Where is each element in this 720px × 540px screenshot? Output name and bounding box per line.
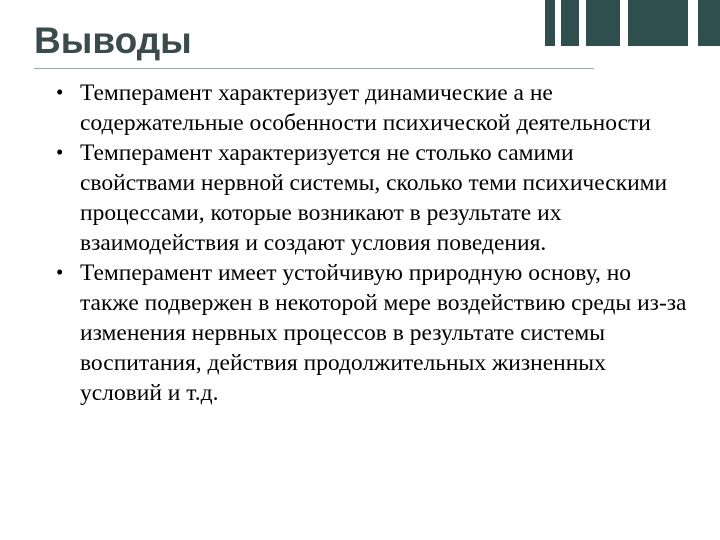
banner-stripe xyxy=(586,0,620,46)
banner-stripe xyxy=(688,0,698,46)
list-item: • Темперамент имеет устойчивую природную основу, но также подвержен в некоторой мере воздействию среды из-за изменения нервных процессов в результате системы воспитания, действия продолжительных жизненных условий и т.д. xyxy=(42,258,688,408)
list-item: • Темперамент характеризует динамические а не содержательные особенности психической деятельности xyxy=(42,78,688,138)
banner-stripe xyxy=(561,0,579,46)
title-divider xyxy=(34,68,594,69)
banner-stripe xyxy=(698,0,720,46)
banner-stripe xyxy=(545,0,555,46)
slide-body xyxy=(42,78,688,408)
bullet-list xyxy=(42,78,688,408)
page-title: Выводы xyxy=(34,20,192,61)
banner-stripe xyxy=(579,0,586,46)
banner-stripe xyxy=(628,0,688,46)
banner-stripe xyxy=(620,0,628,46)
decorative-banner xyxy=(420,0,720,46)
list-item: • Темперамент характеризуется не столько самими свойствами нервной системы, сколько теми психическими процессами, которые возникают в результате их взаимодействия и создают условия поведения. xyxy=(42,138,688,258)
